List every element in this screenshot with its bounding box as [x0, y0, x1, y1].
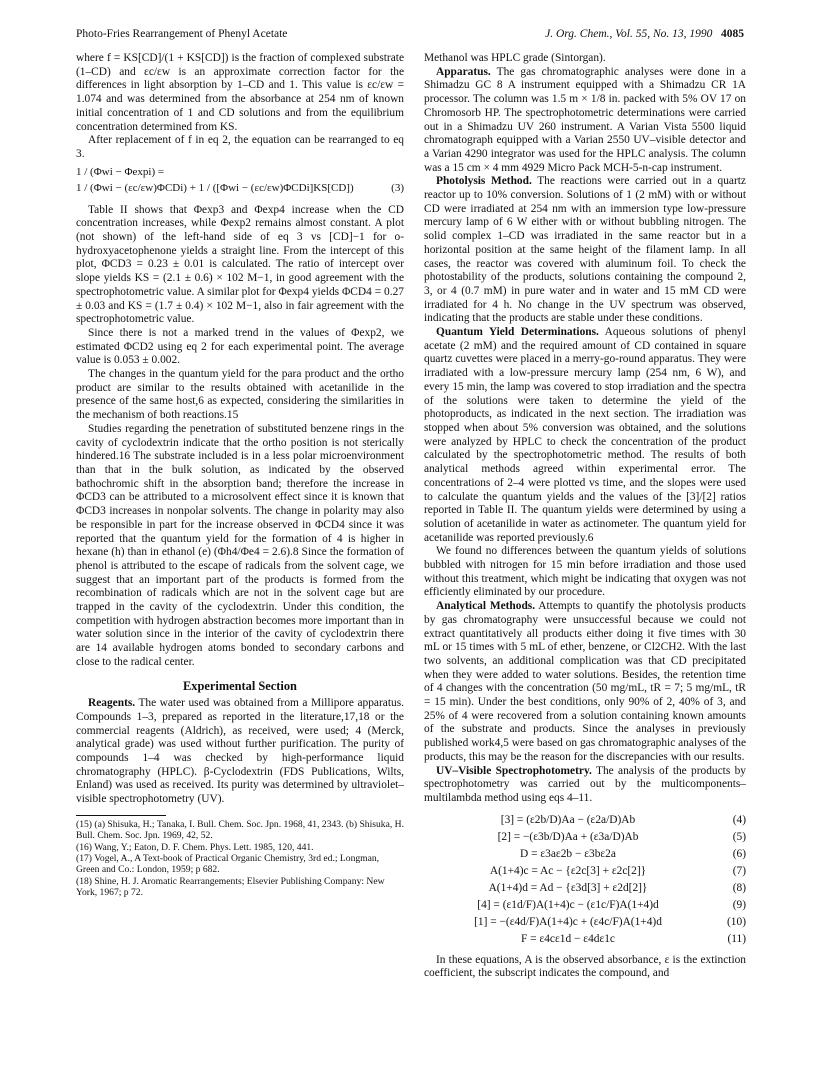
equation: [2] = −(ε3b/D)Aa + (ε3a/D)Ab (5) [497, 830, 746, 843]
equation: A(1+4)c = Ac − {ε2c[3] + ε2c[2]} (7) [489, 864, 746, 877]
run-in-heading: Apparatus. [436, 65, 491, 78]
equation-3: 1 / (Φwi − Φexpi) = 1 / (Φwi − (εc/εw)ΦCDi) + 1 / ([Φwi − (εc/εw)ΦCDi]KS[CD]) (3) [76, 165, 404, 194]
footnote: (16) Wang, Y.; Eaton, D. F. Chem. Phys. Lett. 1985, 120, 441. [76, 841, 314, 853]
paragraph-apparatus: Apparatus. The gas chromatographic analyses were done in a Shimadzu GC 8 A instrument equipped with a Shimadzu CR 1A processor. The column was 1.5 m × 1/8 in. packed with 5% OV 17 on Chromosorb HP. The spectrophotometric determinations were carried out in a Shimadzu UV 260 instrument. A Varian Vista 5500 liquid chromatograph equipped with a Varian 2550 UV–visible detector and a Varian 4290 integrator was used for the HPLC analysis. The column was a 15 cm × 4 mm 4929 Micro Pack MCH-5-n-cap instrument. [424, 65, 746, 174]
run-in-heading: Photolysis Method. [436, 175, 532, 188]
paragraph: In these equations, A is the observed absorbance, ε is the extinction coefficient, the subscript indicates the compound, and [424, 953, 746, 980]
right-column [424, 52, 746, 981]
equation-number: (9) [732, 898, 746, 911]
equation-number: (6) [732, 847, 746, 860]
footnote-rule [76, 815, 166, 816]
paragraph: Table II shows that Φexp3 and Φexp4 increase when the CD concentration increases, while Φexp2 remains almost constant. A plot (not shown) of the left-hand side of eq 3 vs [CD]−1 for o-hydroxyacetophenone yields a straight line. From the intercept of this plot, ΦCD3 = 0.23 ± 0.01 is calculated. The ratio of intercept over slope yields KS = (2.1 ± 0.6) × 102 M−1, in good agreement with the spectrophotometric value. A similar plot for Φexp4 yields ΦCD4 = 0.27 ± 0.03 and KS = (1.7 ± 0.4) × 102 M−1, also in fair agreement with the spectrophotometric value. [76, 203, 404, 326]
paragraph-uv: UV–Visible Spectrophotometry. The analysis of the products by spectrophotometry was carried out by the multicomponents–multilambda method using eqs 4–11. [424, 764, 746, 804]
equation-number: (7) [732, 864, 746, 877]
paragraph: After replacement of f in eq 2, the equation can be rearranged to eq 3. [76, 134, 404, 160]
equation-number: (4) [732, 813, 746, 826]
run-in-heading: Reagents. [88, 697, 136, 710]
equation: D = ε3aε2b − ε3bε2a (6) [520, 847, 746, 860]
running-header [76, 26, 744, 42]
paragraph-analytical: Analytical Methods. Attempts to quantify the photolysis products by gas chromatography were unsuccessful because we could not extract quantitatively all products either doing it five times with 30 mL or 15 times with 5 mL of ether, benzene, or Cl2CH2. With the last two solvents, an additional complication was that CD precipitated when they were added to water solutions. Besides, the retention time of 4 changes with the concentration (50 mg/mL, tR = 7; 5 mg/mL, tR = 15 min). Under the best conditions, only 90% of 2, 40% of 3, and 25% of 4 were recovered from a solution containing known amounts of the substrate and products. Since the analyses in previously published work4,5 were based on gas chromatographic analyses of the products, this may be the reason for the discrepancies with our results. [424, 600, 746, 763]
left-column [76, 52, 404, 899]
paragraph: Methanol was HPLC grade (Sintorgan). [424, 52, 606, 64]
paragraph: Studies regarding the penetration of substituted benzene rings in the cavity of cyclodextrin indicate that the ortho position is not sterically hindered.16 The substrate included is in a less polar microenvironment than that in the bulk solution, as indicated by the observed bathochromic shift in the absorption band; therefore the increase in ΦCD3 can be attributed to a microsolvent effect since it is known that ΦCD3 increases in nonpolar solvents. The change in polarity may also be responsible in part for the increase observed in ΦCD4 since it was reported that the quantum yield for the formation of 4 is higher in hexane (h) than in ethanol (e) (Φh4/Φe4 = 2.6).8 Since the formation of phenol is attributed to the escape of radicals from the solvent cage, we suggest that an important part of the products is formed from the recombination of radicals which are not in the solvent cage but are trapped in the cavity of the cyclodextrin. Under this condition, the competition with hydrogen abstraction becomes more important than in water solution since in the interior of the cavity of cyclodextrin there are 14 available hydrogen atoms bonded to secondary carbons and close to the radical center. [76, 422, 404, 668]
running-title: Photo-Fries Rearrangement of Phenyl Acetate [76, 28, 288, 40]
equation: [3] = (ε2b/D)Aa − (ε2a/D)Ab (4) [500, 813, 746, 826]
equation: A(1+4)d = Ad − {ε3d[3] + ε2d[2]} (8) [488, 881, 746, 894]
equation-number: (11) [727, 932, 746, 945]
section-heading: Experimental Section [183, 678, 297, 693]
footnote: (15) (a) Shisuka, H.; Tanaka, I. Bull. Chem. Soc. Jpn. 1968, 41, 2343. (b) Shisuka, H. Bull. Chem. Soc. Jpn. 1969, 42, 52. [76, 818, 404, 842]
footnote: (17) Vogel, A., A Text-book of Practical Organic Chemistry, 3rd ed.; Longman, Green and Co.: London, 1959; p 682. [76, 853, 380, 876]
page-number: 4085 [721, 28, 744, 40]
paragraph-photolysis: Photolysis Method. The reactions were carried out in a quartz reactor up to 10% conversion. Solutions of 1 (2 mM) with or without CD were irradiated at 254 nm with an immersion type low-pressure mercury lamp of 6 W either with or without bubbling nitrogen. The solid complex 1–CD was irradiated in the same reactor but in a horizontal position at the same height of the filament lamp. In all cases, the reactor was covered with aluminum foil. To check the photostability of the products, solutions containing the compound 2, 3, or 4 (0.7 mM) in pure water and in water and 15 mM CD were irradiated for 4 h. No change in the UV spectrum was observed, indicating that the products are stable under these conditions. [424, 175, 746, 325]
footnotes [76, 815, 404, 899]
paragraph: We found no differences between the quantum yields of solutions bubbled with nitrogen for 15 min before irradiation and those used without this treatment, which might be indicating that oxygen was not efficiently eliminated by our procedure. [424, 545, 746, 599]
run-in-heading: UV–Visible Spectrophotometry. [436, 764, 592, 777]
equation: [4] = (ε1d/F)A(1+4)c − (ε1c/F)A(1+4)d (9) [477, 898, 746, 911]
run-in-heading: Quantum Yield Determinations. [436, 326, 599, 339]
paragraph: The changes in the quantum yield for the para product and the ortho product are similar to the results obtained with acetanilide in the presence of the same host,6 as expected, considering the similarities in the mechanism of both reactions.15 [76, 368, 404, 422]
paragraph: Since there is not a marked trend in the values of Φexp2, we estimated ΦCD2 using eq 2 for each experimental point. The average value is 0.053 ± 0.002. [76, 326, 404, 367]
equation: F = ε4cε1d − ε4dε1c (11) [521, 932, 746, 945]
paragraph: where f = KS[CD]/(1 + KS[CD]) is the fraction of complexed substrate (1–CD) and εc/εw is an approximate correction factor for the differences in light absorption by 1–CD and 1. This value is εc/εw = 1.074 and was determined from the absorbance at 254 nm of known initial concentration of 1 and CD solutions and from the equilibrium concentration determined from KS. [76, 52, 404, 133]
equation-number: (3) [391, 181, 404, 194]
paragraph-quantum-yield: Quantum Yield Determinations. Aqueous solutions of phenyl acetate (2 mM) and the required amount of CD contained in square quartz cuvettes were placed in a merry-go-round apparatus. They were irradiated with a low-pressure mercury lamp (254 nm, 6 W), and every 15 min, the lamp was covered to stop irradiation and the spectra of the solutions were taken to determine the yield of the photoproducts, as indicated in the next section. The irradiation was stopped when about 5% conversion was obtained, and the solutions were analyzed by HPLC to check the concentration of the product calculated by the spectrophotometric method. The results of both analytical methods agreed within experimental error. The concentrations of 2–4 were plotted vs time, and the slopes were used to calculate the quantum yields and the values of the [3]/[2] ratios reported in Table II. The quantum yields were determined by using a solution of acetanilide in water as actinometer. The quantum yield for acetanilide was reported previously.6 [424, 326, 747, 544]
equation-number: (5) [732, 830, 746, 843]
footnote: (18) Shine, H. J. Aromatic Rearrangements; Elsevier Publishing Company: New York, 1967; p 72. [76, 875, 385, 899]
equation-3-term-a: 1 / (Φwi − (εc/εw)ΦCDi) [76, 181, 187, 194]
run-in-heading: Analytical Methods. [436, 600, 536, 613]
paragraph-reagents: Reagents. The water used was obtained from a Millipore apparatus. Compounds 1–3, prepared as reported in the literature,17,18 or the commercial reagents (Aldrich), as received, were used; 4 (Merck, analytical grade) was used without further purification. The purity of compounds 1–4 was checked by high-performance liquid chromatography (HPLC). β-Cyclodextrin (FDS Publications, Wilts, Enland) was used as received. Its purity was determined by ultraviolet–visible spectrophotometry (UV). [76, 697, 404, 806]
journal-citation: J. Org. Chem., Vol. 55, No. 13, 1990 4085 [545, 28, 744, 40]
equation-block [424, 814, 746, 948]
equation-3-term-b: 1 / ([Φwi − (εc/εw)ΦCDi]KS[CD]) [198, 181, 354, 194]
equation-number: (10) [727, 915, 746, 928]
equation-number: (8) [732, 881, 746, 894]
equation-3-lhs: 1 / (Φwi − Φexpi) = [76, 165, 165, 178]
equation: [1] = −(ε4d/F)A(1+4)c + (ε4c/F)A(1+4)d (10) [474, 915, 746, 928]
